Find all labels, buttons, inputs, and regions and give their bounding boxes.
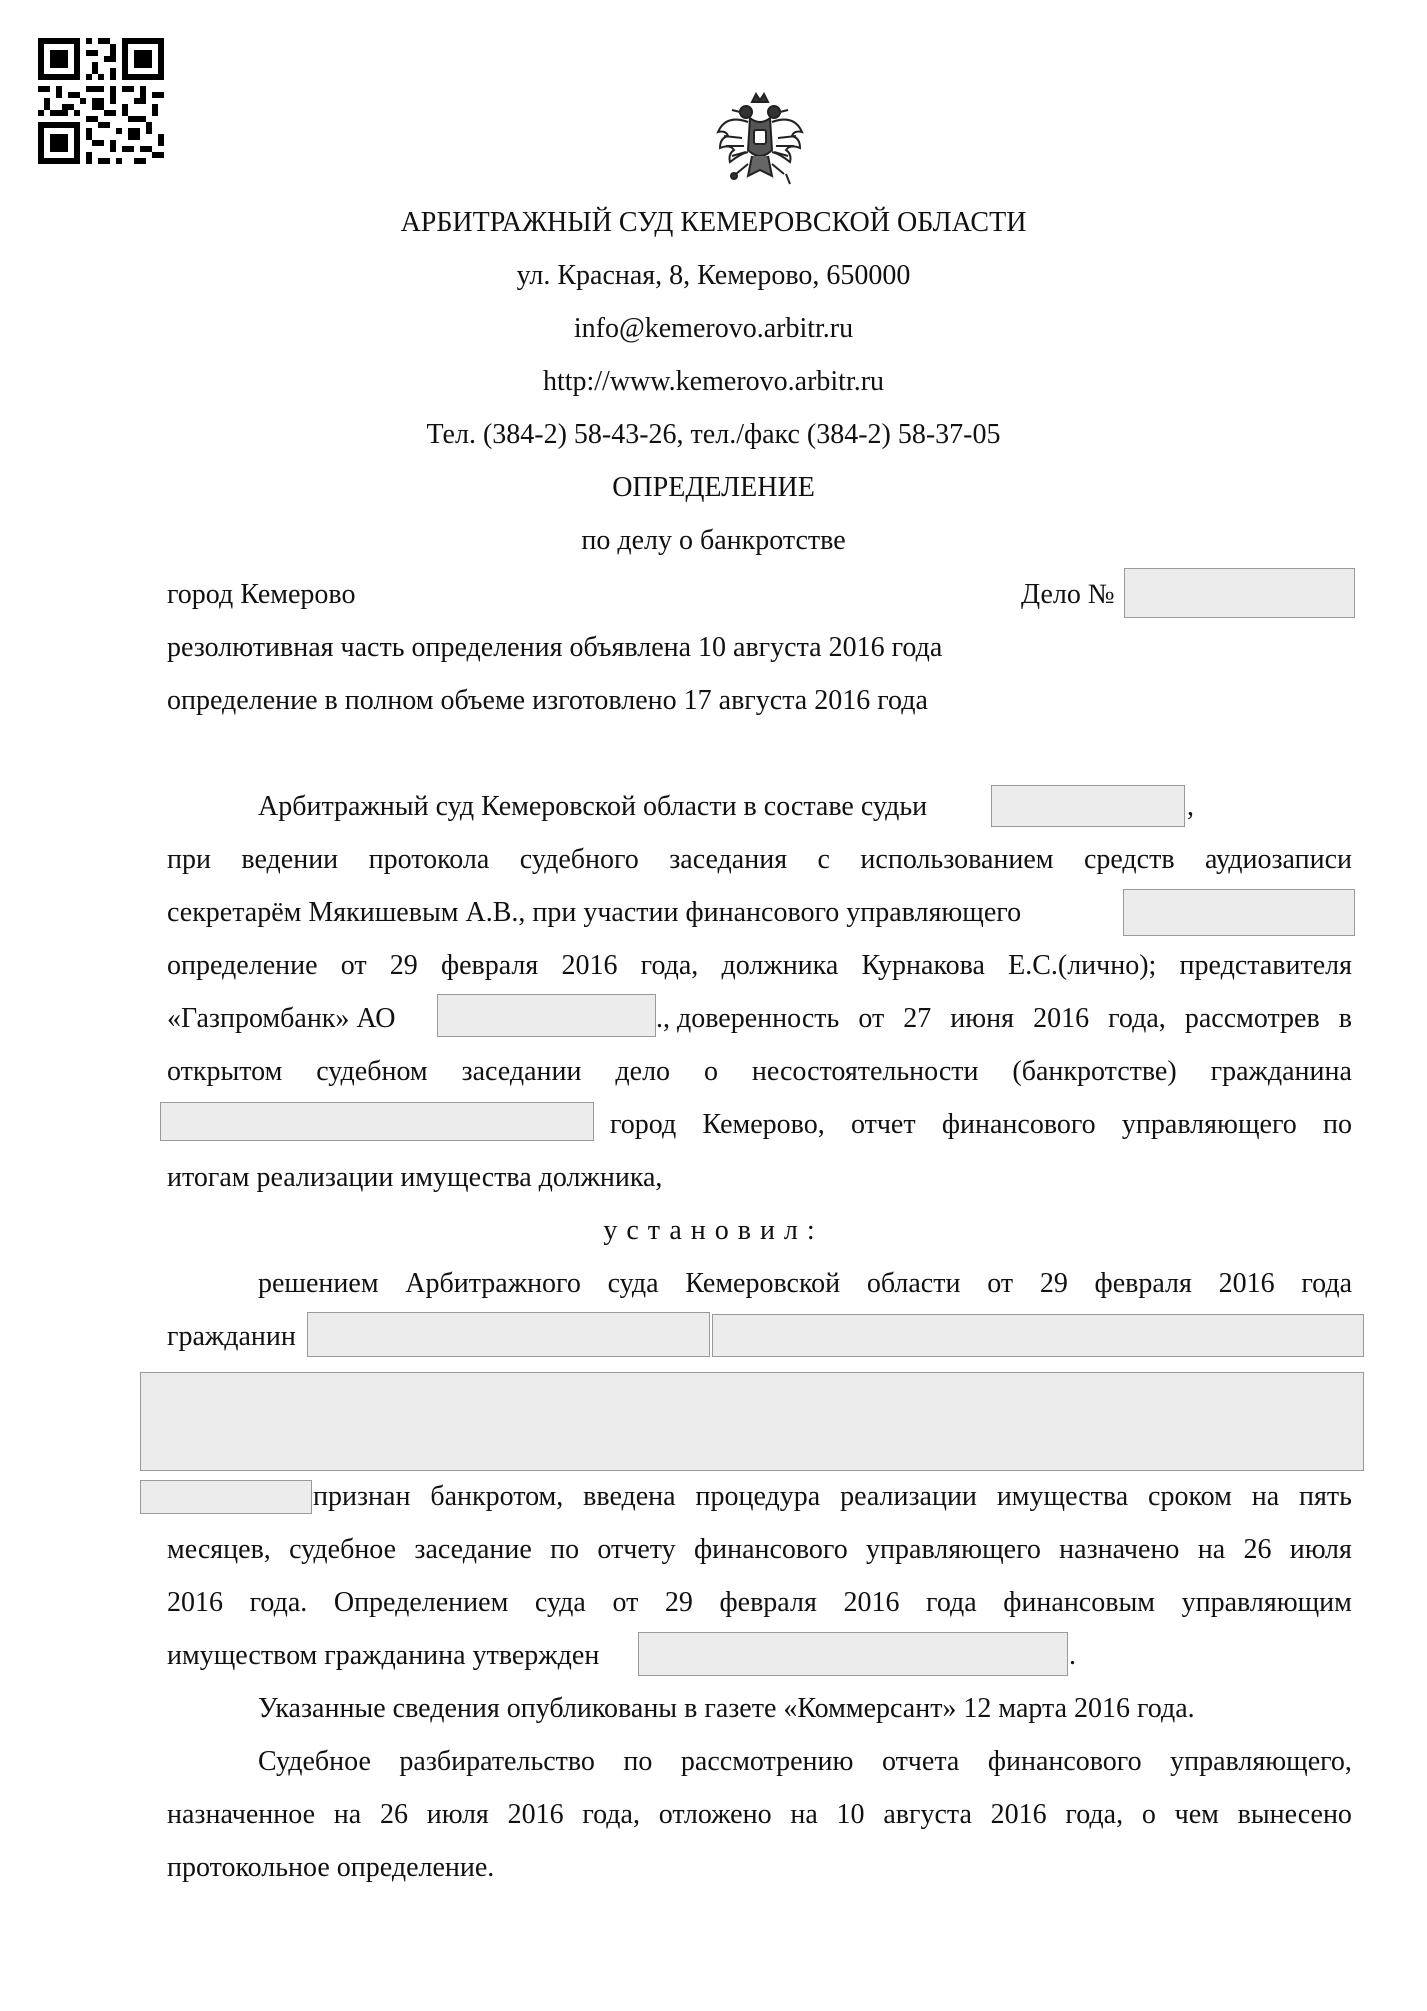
word: 2016 (1218, 1268, 1275, 1299)
redacted-inn (140, 1480, 312, 1514)
qr-code (38, 38, 164, 164)
word: дело (615, 1056, 671, 1087)
court-address: ул. Красная, 8, Кемерово, 650000 (516, 260, 911, 291)
word: ведении (241, 844, 339, 875)
word: от (612, 1587, 639, 1618)
word: 2016 (561, 950, 618, 981)
word: по (623, 1746, 653, 1777)
word: рассмотрев (1184, 1003, 1320, 1034)
body-p3-line-2 (167, 1798, 1352, 1832)
word: признан (313, 1481, 411, 1512)
word: реализации (840, 1481, 977, 1512)
word: месяцев, (167, 1534, 271, 1565)
word: Определением (333, 1587, 509, 1618)
word: решением (258, 1268, 379, 1299)
word: финансового (693, 1534, 848, 1565)
body-p1-line-3-rest (313, 1480, 1352, 1514)
word: 29 (1039, 1268, 1068, 1299)
redacted-manager-name (638, 1632, 1068, 1676)
body-p1-line-2-start: гражданин (167, 1321, 296, 1352)
intro-line-3: секретарём Мякишевым А.В., при участии финансового управляющего (167, 897, 1022, 928)
word: ., доверенность (656, 1003, 840, 1034)
redacted-citizen-details (712, 1314, 1364, 1357)
word: отчет (850, 1109, 916, 1140)
body-p3-line-1 (258, 1745, 1352, 1779)
word: процедура (695, 1481, 821, 1512)
word: назначенное (167, 1799, 316, 1830)
word: года (926, 1587, 977, 1618)
redacted-financial-manager (1123, 889, 1355, 936)
word: по (550, 1534, 580, 1565)
word: управляющего (1121, 1109, 1297, 1140)
established-heading: установил: (603, 1215, 824, 1246)
word: Е.С.(лично); (1008, 950, 1157, 981)
full-date-line: определение в полном объеме изготовлено 17 августа 2016 года (167, 685, 928, 716)
body-p1-line-1 (258, 1267, 1352, 1301)
word: банкротом, (430, 1481, 564, 1512)
word: на (333, 1799, 362, 1830)
word: чем (1174, 1799, 1219, 1830)
word: вынесено (1237, 1799, 1352, 1830)
word: определение (167, 950, 318, 981)
intro-line-7-rest (610, 1108, 1352, 1142)
word: Кемерово, (702, 1109, 825, 1140)
word: Судебное (258, 1746, 371, 1777)
word: 29 (664, 1587, 693, 1618)
word: от (987, 1268, 1014, 1299)
body-p3-line-3: протокольное определение. (167, 1852, 495, 1883)
city-label: город Кемерово (167, 579, 356, 610)
case-number-label: Дело № (1021, 579, 1115, 610)
redacted-bank-representative (437, 994, 656, 1037)
word: имущества (996, 1481, 1129, 1512)
word: года, (582, 1799, 640, 1830)
body-p1-line-4 (167, 1533, 1352, 1567)
redacted-citizen-name (307, 1312, 710, 1357)
word: 29 (389, 950, 418, 981)
word: представителя (1179, 950, 1352, 981)
word: (банкротстве) (1012, 1056, 1177, 1087)
body-p2: Указанные сведения опубликованы в газете «Коммерсант» 12 марта 2016 года. (258, 1693, 1195, 1724)
intro-line-5-start: «Газпромбанк» АО (167, 1003, 396, 1034)
redacted-judge-name (991, 785, 1185, 827)
word: области (866, 1268, 961, 1299)
word: на (790, 1799, 818, 1830)
body-p1-line-6: имуществом гражданина утвержден (167, 1640, 600, 1671)
word: несостоятельности (751, 1056, 979, 1087)
word: Кемеровской (685, 1268, 841, 1299)
document-subtitle: по делу о банкротстве (581, 525, 846, 556)
word: июля (426, 1799, 489, 1830)
word: 10 (836, 1799, 865, 1830)
word: на (1197, 1534, 1226, 1565)
intro-line-1-comma: , (1187, 791, 1194, 822)
redacted-debtor-name (160, 1102, 594, 1141)
word: назначено (1059, 1534, 1180, 1565)
body-p1-line-6-end: . (1069, 1640, 1076, 1671)
word: судебном (316, 1056, 428, 1087)
word: июля (1289, 1534, 1352, 1565)
word: года, (1108, 1003, 1166, 1034)
intro-line-1: Арбитражный суд Кемеровской области в составе судьи (258, 791, 928, 822)
word: 26 (1243, 1534, 1272, 1565)
word: при (167, 844, 211, 875)
court-email: info@kemerovo.arbitr.ru (573, 313, 854, 344)
word: о (1141, 1799, 1156, 1830)
word: на (1251, 1481, 1280, 1512)
word: средств (1083, 844, 1175, 875)
resolutive-date-line: резолютивная часть определения объявлена 10 августа 2016 года (167, 632, 943, 663)
document-type-title: ОПРЕДЕЛЕНИЕ (612, 472, 815, 503)
word: управляющего, (1170, 1746, 1352, 1777)
word: судебного (519, 844, 639, 875)
word: аудиозаписи (1205, 844, 1352, 875)
word: заседания (669, 844, 788, 875)
word: заседание (414, 1534, 532, 1565)
word: августа (883, 1799, 972, 1830)
word: протокола (368, 844, 490, 875)
word: заседании (461, 1056, 582, 1087)
word: 2016 (1033, 1003, 1090, 1034)
word: по (1323, 1109, 1352, 1140)
word: 27 (903, 1003, 932, 1034)
intro-line-8: итогам реализации имущества должника, (167, 1162, 663, 1193)
word: судебное (289, 1534, 397, 1565)
word: 26 (379, 1799, 408, 1830)
court-website: http://www.kemerovo.arbitr.ru (542, 366, 885, 397)
word: Курнакова (861, 950, 985, 981)
court-phones: Тел. (384-2) 58-43-26, тел./факс (384-2) 58-37-05 (426, 419, 1001, 450)
word: финансовым (1003, 1587, 1155, 1618)
word: 2016 (167, 1587, 223, 1618)
word: в (1338, 1003, 1352, 1034)
word: финансового (987, 1746, 1142, 1777)
word: управляющим (1181, 1587, 1352, 1618)
word: пять (1299, 1481, 1352, 1512)
word: суда (534, 1587, 586, 1618)
intro-line-5-rest (656, 1002, 1352, 1036)
body-p1-line-5 (167, 1586, 1352, 1620)
word: рассмотрению (680, 1746, 854, 1777)
word: должника (721, 950, 839, 981)
word: город (610, 1109, 677, 1140)
word: года (1301, 1268, 1352, 1299)
word: от (858, 1003, 885, 1034)
word: 2016 (843, 1587, 900, 1618)
word: 2016 (507, 1799, 564, 1830)
redacted-case-number (1124, 568, 1355, 618)
word: июня (950, 1003, 1015, 1034)
word: открытом (167, 1056, 283, 1087)
word: отчета (881, 1746, 960, 1777)
intro-line-2 (167, 843, 1352, 877)
word: февраля (719, 1587, 817, 1618)
court-name: АРБИТРАЖНЫЙ СУД КЕМЕРОВСКОЙ ОБЛАСТИ (400, 207, 1027, 238)
word: о (703, 1056, 718, 1087)
word: отложено (658, 1799, 772, 1830)
word: года, (1065, 1799, 1124, 1830)
word: с (817, 844, 830, 875)
word: управляющего (866, 1534, 1041, 1565)
word: использованием (860, 844, 1054, 875)
word: введена (583, 1481, 676, 1512)
word: февраля (1094, 1268, 1192, 1299)
word: гражданина (1210, 1056, 1352, 1087)
word: сроком (1148, 1481, 1232, 1512)
redacted-citizen-birth-and-address (140, 1372, 1364, 1471)
state-emblem-icon (712, 92, 808, 192)
word: 2016 (990, 1799, 1047, 1830)
word: февраля (440, 950, 539, 981)
intro-line-4 (167, 949, 1352, 983)
word: суда (607, 1268, 659, 1299)
word: финансового (941, 1109, 1096, 1140)
word: года. (249, 1587, 308, 1618)
word: отчету (597, 1534, 676, 1565)
word: Арбитражного (405, 1268, 581, 1299)
word: года, (640, 950, 699, 981)
word: разбирательство (399, 1746, 595, 1777)
word: от (340, 950, 367, 981)
intro-line-6 (167, 1055, 1352, 1089)
